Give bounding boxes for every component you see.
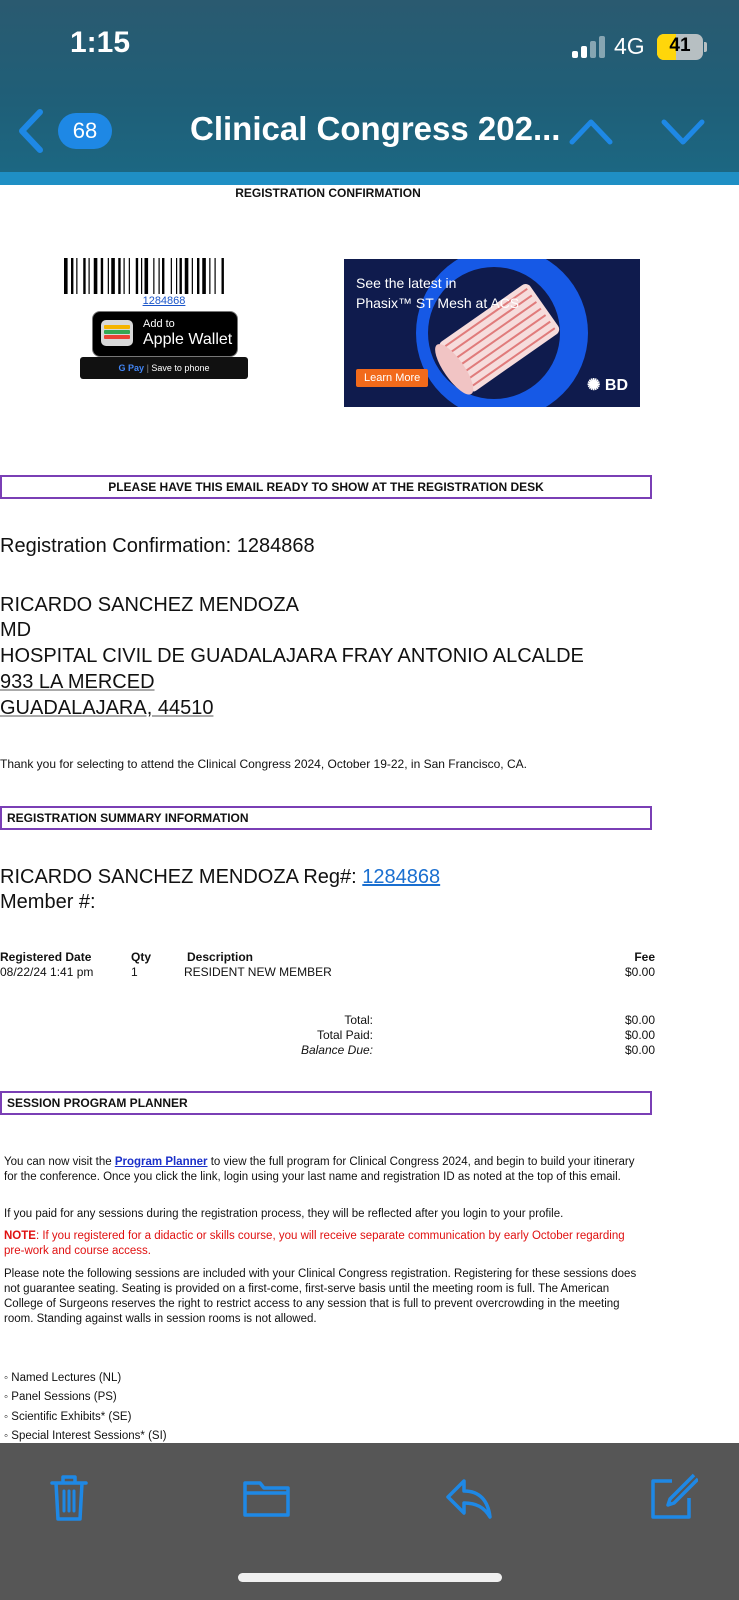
program-planner-link[interactable]: Program Planner <box>114 1156 208 1168</box>
bd-logo: ✺ BD <box>587 377 628 394</box>
barcode-image <box>64 258 264 294</box>
session-planner-bar: SESSION PROGRAM PLANNER <box>0 1091 652 1115</box>
registration-summary-bar: REGISTRATION SUMMARY INFORMATION <box>0 806 652 830</box>
battery-level: 41 <box>669 35 691 56</box>
member-number-label: Member #: <box>0 891 96 913</box>
balance-due-label: Balance Due: <box>300 1043 373 1057</box>
unread-count-badge[interactable]: 68 <box>58 113 112 149</box>
barcode-bar <box>76 258 77 294</box>
total-value: $0.00 <box>624 1013 655 1027</box>
barcode-bar <box>94 258 98 294</box>
barcode-bar <box>159 258 160 294</box>
session-list-item: ◦ Scientific Exhibits* (SE) <box>4 1411 132 1423</box>
ad-headline-line2: Phasix™ ST Mesh at ACS <box>356 295 520 311</box>
session-list-item: ◦ Named Lectures (NL) <box>4 1372 122 1384</box>
battery-tip <box>704 42 707 52</box>
learn-more-button[interactable]: Learn More <box>356 369 428 387</box>
ad-headline-line1: See the latest in <box>356 275 457 291</box>
barcode-bar <box>176 258 177 294</box>
compose-icon[interactable] <box>648 1471 698 1523</box>
total-paid-value: $0.00 <box>624 1028 655 1042</box>
barcode-bar <box>202 258 206 294</box>
balance-due-value: $0.00 <box>624 1043 655 1057</box>
barcode-bar <box>136 258 138 294</box>
attendee-street[interactable]: 933 LA MERCED <box>0 671 155 693</box>
barcode-bar <box>101 258 103 294</box>
barcode-bar <box>129 258 130 294</box>
save-to-google-pay-button[interactable]: G Pay | Save to phone <box>80 357 248 379</box>
column-qty: Qty <box>131 950 152 964</box>
barcode-bar <box>192 258 193 294</box>
registration-name-line <box>0 866 440 889</box>
row-fee: $0.00 <box>624 965 655 979</box>
barcode-bar <box>64 258 68 294</box>
registration-desk-notice: PLEASE HAVE THIS EMAIL READY TO SHOW AT THE REGISTRATION DESK <box>0 475 652 499</box>
back-chevron-icon[interactable] <box>14 108 54 154</box>
attendee-title: MD <box>0 619 32 641</box>
wallet-label-line1: Add to <box>143 318 175 330</box>
email-subject-title: Clinical Congress 202... <box>190 110 561 147</box>
barcode-bar <box>83 258 85 294</box>
home-indicator[interactable] <box>238 1573 502 1582</box>
seating-policy-paragraph: Please note the following sessions are included with your Clinical Congress registration. Registering for these sessions does not guarantee seating. Seating is provided on a first-come, first-serve basis until the meeting room is full. The American College of Surgeons reserves the right to restrict access to any session that is full to prevent overcrowding in the meeting room. Standing against walls in session rooms is not allowed. <box>4 1268 637 1325</box>
battery-icon <box>657 34 703 60</box>
row-registered-date: 08/22/24 1:41 pm <box>0 965 94 979</box>
barcode-bar <box>222 258 224 294</box>
barcode-bar <box>145 258 149 294</box>
bd-logo-text: BD <box>604 377 628 394</box>
gpay-logo: G Pay <box>118 363 145 373</box>
gpay-label: Save to phone <box>151 363 210 373</box>
barcode-bar <box>111 258 115 294</box>
barcode-number-link[interactable]: 1284868 <box>142 295 186 307</box>
session-list-item: ◦ Panel Sessions (PS) <box>4 1391 117 1403</box>
registration-heading: REGISTRATION CONFIRMATION <box>235 186 421 200</box>
planner-intro-pre: You can now visit the <box>4 1156 112 1168</box>
add-to-apple-wallet-button[interactable] <box>92 311 238 357</box>
note-label: NOTE <box>4 1230 36 1242</box>
session-list-item: ◦ Special Interest Sessions* (SI) <box>4 1430 167 1442</box>
barcode-bar <box>197 258 199 294</box>
barcode-bar <box>89 258 90 294</box>
header-accent-strip <box>0 172 739 185</box>
ad-headline <box>356 273 519 313</box>
column-registered-date: Registered Date <box>0 950 92 964</box>
barcode-bar <box>215 258 216 294</box>
attendee-city[interactable]: GUADALAJARA, 44510 <box>0 697 214 719</box>
row-qty: 1 <box>131 965 138 979</box>
planner-intro-post: to view the full program for Clinical Congress 2024, and begin to build your itinerary for the conference. Once you click the link, login using your last name and registration ID as noted at the top of this email. <box>4 1156 635 1183</box>
barcode-bar <box>153 258 154 294</box>
attendee-name: RICARDO SANCHEZ MENDOZA <box>0 594 299 616</box>
reply-icon[interactable] <box>444 1471 494 1523</box>
attendee-organization: HOSPITAL CIVIL DE GUADALAJARA FRAY ANTONIO ALCALDE <box>0 645 584 667</box>
signal-icon <box>572 36 608 58</box>
registration-name: RICARDO SANCHEZ MENDOZA Reg#: <box>0 866 357 888</box>
total-paid-label: Total Paid: <box>316 1028 373 1042</box>
thank-you-message: Thank you for selecting to attend the Clinical Congress 2024, October 19-22, in San Francisco, CA. <box>0 757 527 771</box>
wallet-icon <box>101 320 133 346</box>
barcode-bar <box>171 258 172 294</box>
next-message-icon[interactable] <box>660 114 706 148</box>
status-time: 1:15 <box>70 26 131 59</box>
barcode-bar <box>162 258 164 294</box>
registration-confirmation-line: Registration Confirmation: 1284868 <box>0 535 315 557</box>
course-note-paragraph <box>4 1229 648 1259</box>
previous-message-icon[interactable] <box>568 114 614 148</box>
network-type: 4G <box>614 33 645 59</box>
barcode-bar <box>185 258 189 294</box>
registration-number-link[interactable]: 1284868 <box>362 866 441 888</box>
trash-icon[interactable] <box>44 1471 94 1523</box>
paid-sessions-paragraph: If you paid for any sessions during the registration process, they will be reflected after you login to your profile. <box>4 1208 564 1220</box>
barcode-bar <box>71 258 73 294</box>
folder-icon[interactable] <box>242 1471 292 1523</box>
planner-intro-paragraph <box>4 1155 648 1185</box>
column-description: Description <box>187 950 254 964</box>
note-text: : If you registered for a didactic or skills course, you will receive separate communication by early October regarding pre-work and course access. <box>4 1230 625 1257</box>
column-fee: Fee <box>634 950 655 964</box>
barcode-bar <box>124 258 125 294</box>
barcode-bar <box>209 258 210 294</box>
barcode-bar <box>141 258 142 294</box>
barcode-bar <box>108 258 109 294</box>
row-description: RESIDENT NEW MEMBER <box>184 965 332 979</box>
barcode-bar <box>180 258 182 294</box>
barcode-bar <box>118 258 120 294</box>
phasix-ad-banner[interactable] <box>344 259 640 407</box>
wallet-label-line2: Apple Wallet <box>143 331 233 348</box>
total-label: Total: <box>344 1013 373 1027</box>
